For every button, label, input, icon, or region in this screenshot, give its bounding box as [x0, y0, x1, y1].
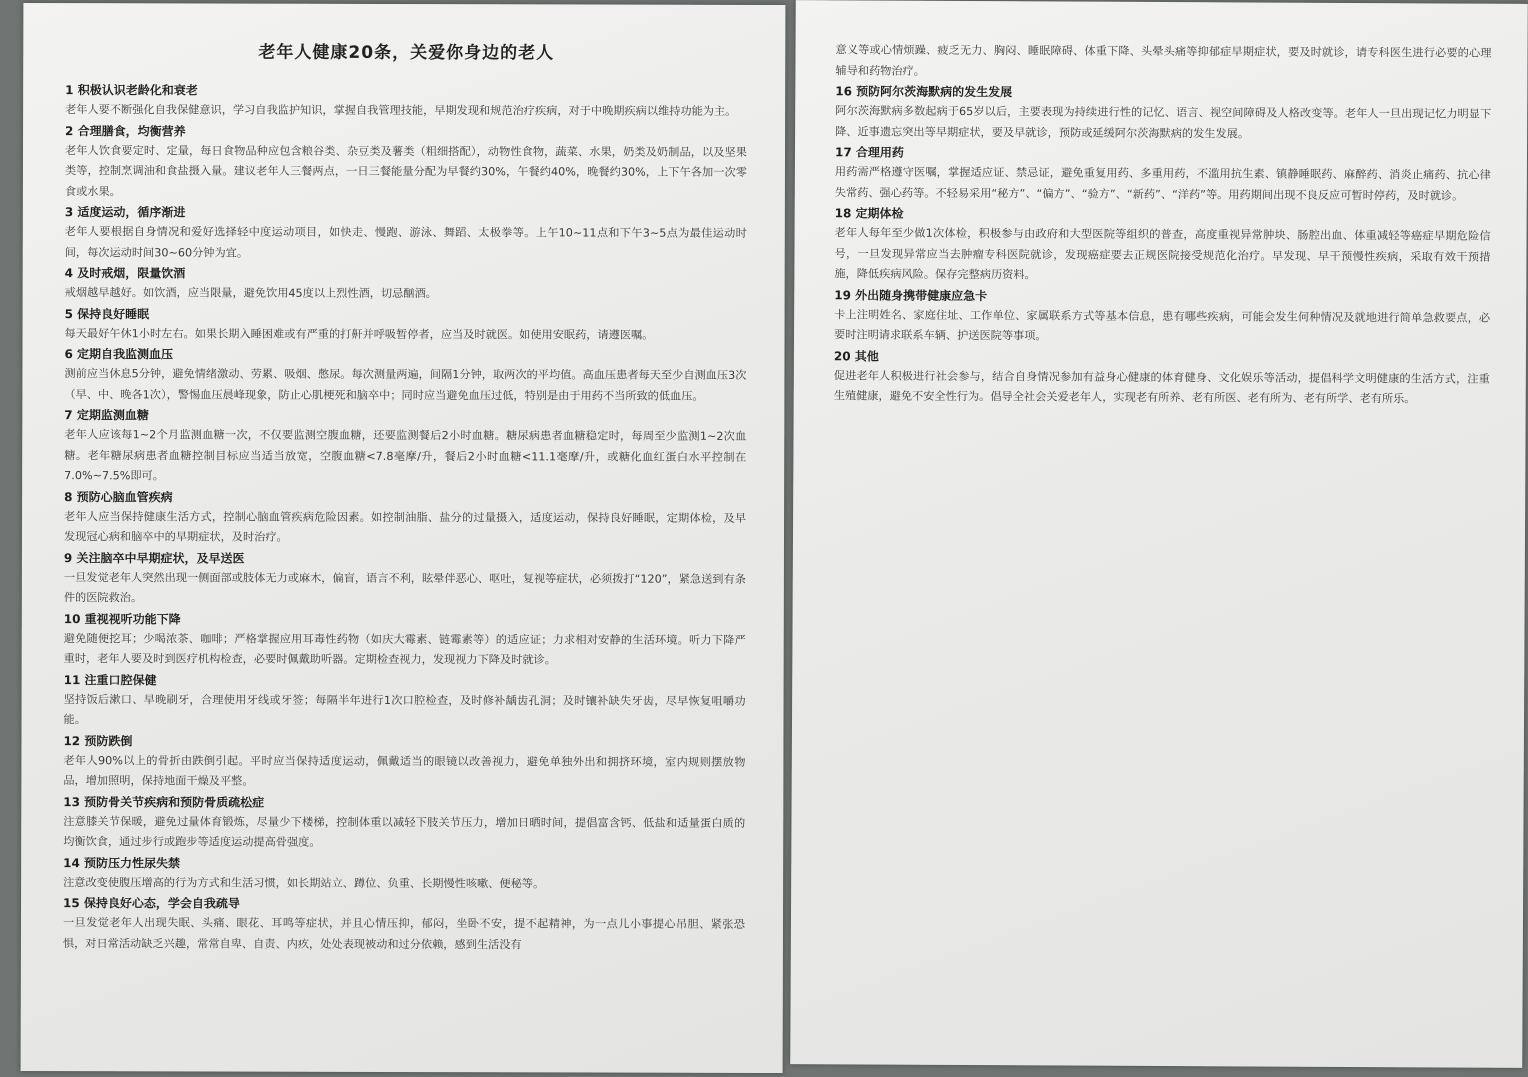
- section: [65, 304, 747, 346]
- section: [65, 121, 747, 204]
- section: [65, 263, 747, 305]
- document-title: 老年人健康20条，关爱你身边的老人: [258, 42, 555, 64]
- section-heading: 15 保持良好心态，学会自我疏导: [63, 896, 240, 911]
- section: [63, 731, 745, 794]
- section-body: 老年人应当保持健康生活方式，控制心脑血管疾病危险因素。如控制油脂、盐分的过量摄入，适度运动，保持良好睡眠，定期体检，及早发现冠心病和脑卒中的早期症状，及时治疗。: [63, 509, 747, 544]
- section: [834, 346, 1490, 410]
- section-heading: 17 合理用药: [834, 145, 904, 160]
- section-body: 注意膝关节保暖，避免过量体育锻炼，尽量少下楼梯，控制体重以减轻下肢关节压力，增加日晒时间，提倡富含钙、低盐和适量蛋白质的均衡饮食，通过步行或跑步等适度运动提高骨强度。: [63, 814, 746, 849]
- section-heading: 9 关注脑卒中早期症状，及早送医: [63, 550, 245, 566]
- section-heading: 13 预防骨关节疾病和预防骨质疏松症: [63, 794, 265, 810]
- section: [64, 548, 746, 611]
- right-page: [790, 0, 1528, 1068]
- section: [835, 142, 1491, 206]
- section-heading: 5 保持良好睡眠: [64, 306, 150, 321]
- section-heading: 19 外出随身携带健康应急卡: [834, 287, 988, 303]
- section-heading: 10 重视视听功能下降: [63, 611, 181, 626]
- section-body: 老年人应该每1~2个月监测血糖一次，不仅要监测空腹血糖，还要监测餐后2小时血糖。糖尿病患者血糖稳定时，每周至少监测1~2次血糖。老年糖尿病患者血糖控制目标应当适当放宽，空腹血糖<7.8毫摩/升，餐后2小时血糖<11.1毫摩/升，或糖化血红蛋白水平控制在7.0%~7.5%即可。: [64, 428, 747, 483]
- section: [64, 487, 746, 550]
- section-heading: 14 预防压力性尿失禁: [63, 855, 181, 870]
- section: [64, 405, 746, 488]
- left-page: [21, 3, 786, 1073]
- section-body: 一旦发觉老年人出现失眠、头痛、眼花、耳鸣等症状，并且心情压抑，郁闷，坐卧不安，提不起精神，为一点儿小事提心吊胆、紧张恐惧，对日常活动缺乏兴趣，常常自卑、自责、内疚，处处表现被动和过分依赖，感到生活没有: [62, 916, 746, 951]
- section: [63, 792, 745, 855]
- section-heading: 6 定期自我监测血压: [64, 347, 174, 362]
- section-body: 每天最好午休1小时左右。如果长期入睡困难或有严重的打鼾并呼吸暂停者，应当及时就医。如使用安眠药，请遵医嘱。: [64, 326, 654, 342]
- section-body: 促进老年人积极进行社会参与，结合自身情况参加有益身心健康的体育健身、文化娱乐等活动，提倡科学文明健康的生活方式，注重生殖健康，避免不安全性行为。倡导全社会关爱老年人，实现老有所养、老有所医、老有所为、老有所学、老有所乐。: [833, 368, 1490, 406]
- section-body: 卡上注明姓名、家庭住址、工作单位、家属联系方式等基本信息，患有哪些疾病，可能会发生何种情况及就地进行简单急救要点，必要时注明请求联系车辆、护送医院等事项。: [834, 307, 1491, 343]
- section-heading: 4 及时戒烟，限量饮酒: [64, 266, 186, 281]
- section-heading: 12 预防跌倒: [63, 733, 133, 748]
- section-body: 测前应当休息5分钟，避免情绪激动、劳累、吸烟、憋尿。每次测量两遍，间隔1分钟，取两次的平均值。高血压患者每天至少自测血压3次（早、中、晚各1次），警惕血压晨峰现象，防止心肌梗死和脑卒中；同时应当避免血压过低，特别是由于用药不当所致的低血压。: [64, 367, 747, 403]
- section: [65, 202, 747, 265]
- section: [64, 609, 746, 672]
- right-sections: [834, 81, 1492, 410]
- continued-paragraph: 意义等或心情烦躁、疲乏无力、胸闷、睡眠障碍、体重下降、头晕头痛等抑郁症早期症状，要及时就诊，请专科医生进行必要的心理辅导和药物治疗。: [835, 43, 1492, 78]
- section: [63, 853, 745, 895]
- section: [65, 80, 747, 122]
- left-sections: [63, 80, 747, 956]
- section-body: 用药需严格遵守医嘱，掌握适应证、禁忌证，避免重复用药、多重用药，不滥用抗生素、镇静睡眠药、麻醉药、消炎止痛药、抗心律失常药、强心药等。不轻易采用“秘方”、“偏方”、“验方”、“新药”、“洋药”等。用药期间出现不良反应可暂时停药，及时就诊。: [834, 165, 1491, 203]
- section: [835, 81, 1491, 145]
- section-heading: 1 积极认识老龄化和衰老: [65, 83, 198, 98]
- section-body: 注意改变使腹压增高的行为方式和生活习惯，如长期站立、蹲位、负重、长期慢性咳嗽、便秘等。: [63, 875, 545, 890]
- section-body: 老年人90%以上的骨折由跌倒引起。平时应当保持适度运动，佩戴适当的眼镜以改善视力，避免单独外出和拥挤环境，室内规则摆放物品，增加照明，保持地面干燥及平整。: [63, 753, 746, 788]
- section-body: 戒烟越早越好。如饮酒，应当限量，避免饮用45度以上烈性酒，切忌酗酒。: [64, 286, 437, 301]
- section-body: 阿尔茨海默病多数起病于65岁以后，主要表现为持续进行性的记忆、语言、视空间障碍及人格改变等。老年人一旦出现记忆力明显下降、近事遗忘突出等早期症状，要及早就诊，预防或延缓阿尔茨海默病的发生发展。: [835, 104, 1492, 140]
- section: [834, 285, 1490, 349]
- section-heading: 11 注重口腔保健: [63, 672, 157, 687]
- section-body: 老年人每年至少做1次体检，积极参与由政府和大型医院等组织的普查，高度重视异常肿块、肠腔出血、体重减轻等癌症早期危险信号，一旦发现异常应当去肿瘤专科医院就诊，发现癌症要去正规医院接受规范化治疗。早发现、早干预慢性疾病，采取有效干预措施，降低疾病风险。保存完整病历资料。: [834, 226, 1491, 282]
- section: [834, 203, 1490, 288]
- section-body: 老年人饮食要定时、定量，每日食物品种应包含粮谷类、杂豆类及薯类（粗细搭配），动物性食物，蔬菜、水果，奶类及奶制品，以及坚果类等，控制烹调油和食盐摄入量。建议老年人三餐两点，一日三餐能量分配为早餐约30%，午餐约40%，晚餐约30%，上下午各加一次零食或水果。: [64, 143, 748, 198]
- section-body: 老年人要根据自身情况和爱好选择轻中度运动项目，如快走、慢跑、游泳、舞蹈、太极拳等。上午10~11点和下午3~5点为最佳运动时间，每次运动时间30~60分钟为宜。: [64, 225, 747, 260]
- section-heading: 18 定期体检: [834, 206, 904, 221]
- section-body: 坚持饭后漱口、早晚刷牙，合理使用牙线或牙签；每隔半年进行1次口腔检查，及时修补龋齿孔洞；及时镶补缺失牙齿，尽早恢复咀嚼功能。: [63, 692, 746, 727]
- section-heading: 20 其他: [833, 348, 879, 364]
- section: [64, 344, 746, 407]
- section-heading: 2 合理膳食，均衡营养: [65, 123, 186, 138]
- section: [63, 893, 745, 956]
- section-body: 一旦发觉老年人突然出现一侧面部或肢体无力或麻木，偏盲，语言不利，眩晕伴恶心、呕吐，复视等症状，必须拨打“120”，紧急送到有条件的医院救治。: [63, 570, 746, 605]
- section-body: 老年人要不断强化自我保健意识，学习自我监护知识，掌握自我管理技能，早期发现和规范治疗疾病，对于中晚期疾病以维持功能为主。: [65, 103, 737, 118]
- section-heading: 16 预防阿尔茨海默病的发生发展: [835, 84, 1013, 100]
- section: [63, 670, 745, 733]
- section-heading: 8 预防心脑血管疾病: [64, 489, 173, 504]
- section-body: 避免随便挖耳；少喝浓茶、咖啡；严格掌握应用耳毒性药物（如庆大霉素、链霉素等）的适应证；力求相对安静的生活环境。听力下降严重时，老年人要及时到医疗机构检查，必要时佩戴助听器。定期检查视力，发现视力下降及时就诊。: [63, 631, 746, 667]
- section-heading: 3 适度运动，循序渐进: [64, 205, 186, 220]
- section-heading: 7 定期监测血糖: [64, 408, 149, 423]
